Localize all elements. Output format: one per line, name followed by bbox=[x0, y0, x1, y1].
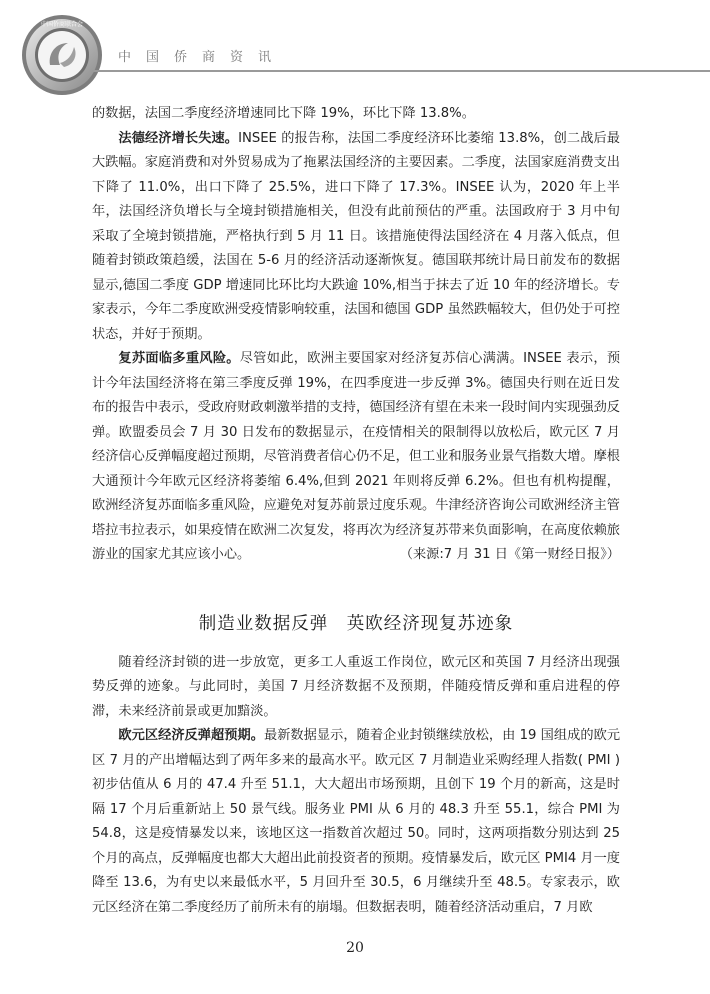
paragraph-lead: 欧元区经济反弹超预期。 bbox=[118, 728, 264, 743]
source-citation: （来源:7 月 31 日《第一财经日报》） bbox=[399, 547, 620, 562]
paragraph-text: 最新数据显示，随着企业封锁继续放松，由 19 国组成的欧元区 7 月的产出增幅达到了两年多来的最高水平。欧元区 7 月制造业采购经理人指数( PMI )初步估值从 6 月的 47.4 升至 51.1，大大超出市场预期，且创下 19 个月的新高，这是时隔 17 个月后重新站上 50 景气线。服务业 PMI 从 6 月的 48.3 升至 55.1，综合 PMI 为 54.8，这是疫情暴发以来，该地区这一指数首次超过 50。同时，这两项指数分别达到 25 个月的高点，反弹幅度也都大大超出此前投资者的预期。疫情暴发后，欧元区 PMI4 月一度降至 13.6，为有史以来最低水平，5 月回升至 30.5，6 月继续升至 48.5。专家表示，欧元区经济在第二季度经历了前所未有的崩塌。但数据表明，随着经济活动重启，7 月欧 bbox=[92, 728, 621, 915]
chamber-of-commerce-emblem-icon bbox=[20, 13, 104, 97]
paragraph-lead: 复苏面临多重风险。 bbox=[118, 351, 240, 366]
header-rule bbox=[92, 70, 710, 72]
publication-title: 中国侨商资讯 bbox=[118, 50, 287, 65]
continuation-paragraph: 的数据，法国二季度经济增速同比下降 19%，环比下降 13.8%。 bbox=[92, 106, 475, 121]
intro-paragraph: 随着经济封锁的进一步放宽，更多工人重返工作岗位，欧元区和英国 7 月经济出现强势反弹的迹象。与此同时，美国 7 月经济数据不及预期，伴随疫情反弹和重启进程的停滞，未来经济前景或更加黯淡。 bbox=[92, 654, 620, 719]
paragraph-text: 尽管如此，欧洲主要国家对经济复苏信心满满。INSEE 表示，预计今年法国经济将在第三季度反弹 19%，在四季度进一步反弹 3%。德国央行则在近日发布的报告中表示，受政府财政刺激举措的支持，德国经济有望在未来一段时间内实现强劲反弹。欧盟委员会 7 月 30 日发布的数据显示，在疫情相关的限制得以放松后，欧元区 7 月经济信心反弹幅度超过预期，尽管消费者信心仍不足，但工业和服务业景气指数大增。摩根大通预计今年欧元区经济将萎缩 6.4%,但到 2021 年则将反弹 6.2%。但也有机构提醒，欧洲经济复苏面临多重风险，应避免对复苏前景过度乐观。牛津经济咨询公司欧洲经济主管塔拉韦拉表示，如果疫情在欧洲二次复发，将再次为经济复苏带来负面影响，在高度依赖旅游业的国家尤其应该小心。 bbox=[92, 351, 621, 562]
paragraph-lead: 法德经济增长失速。 bbox=[118, 130, 239, 146]
article-body bbox=[92, 102, 620, 920]
paragraph-text: INSEE 的报告称，法国二季度经济环比萎缩 13.8%，创二战后最大跌幅。家庭消费和对外贸易成为了拖累法国经济的主要因素。二季度，法国家庭消费支出下降了 11.0%，出口下降了 25.5%，进口下降了 17.3%。INSEE 认为，2020 年上半年，法国经济负增长与全境封锁措施相关，但没有此前预估的严重。法国政府于 3 月中旬采取了全境封锁措施，严格执行到 5 月 11 日。该措施使得法国经济在 4 月落入低点，但随着封锁政策趋缓，法国在 5-6 月的经济活动逐渐恢复。德国联邦统计局日前发布的数据显示,德国二季度 GDP 增速同比环比均大跌逾 10%,相当于抹去了近 10 年的经济增长。专家表示，今年二季度欧洲受疫情影响较重，法国和德国 GDP 虽然跌幅较大，但仍处于可控状态，并好于预期。 bbox=[92, 130, 620, 342]
logo-text: 中国侨商联合会 bbox=[40, 21, 84, 28]
paragraph-recovery-risks bbox=[92, 347, 620, 568]
paragraph-eurozone bbox=[92, 724, 620, 920]
page-header bbox=[0, 0, 710, 100]
paragraph-france-germany bbox=[92, 127, 620, 348]
page-number: 20 bbox=[346, 940, 364, 956]
section-title: 制造业数据反弹 英欧经济现复苏迹象 bbox=[198, 613, 514, 634]
